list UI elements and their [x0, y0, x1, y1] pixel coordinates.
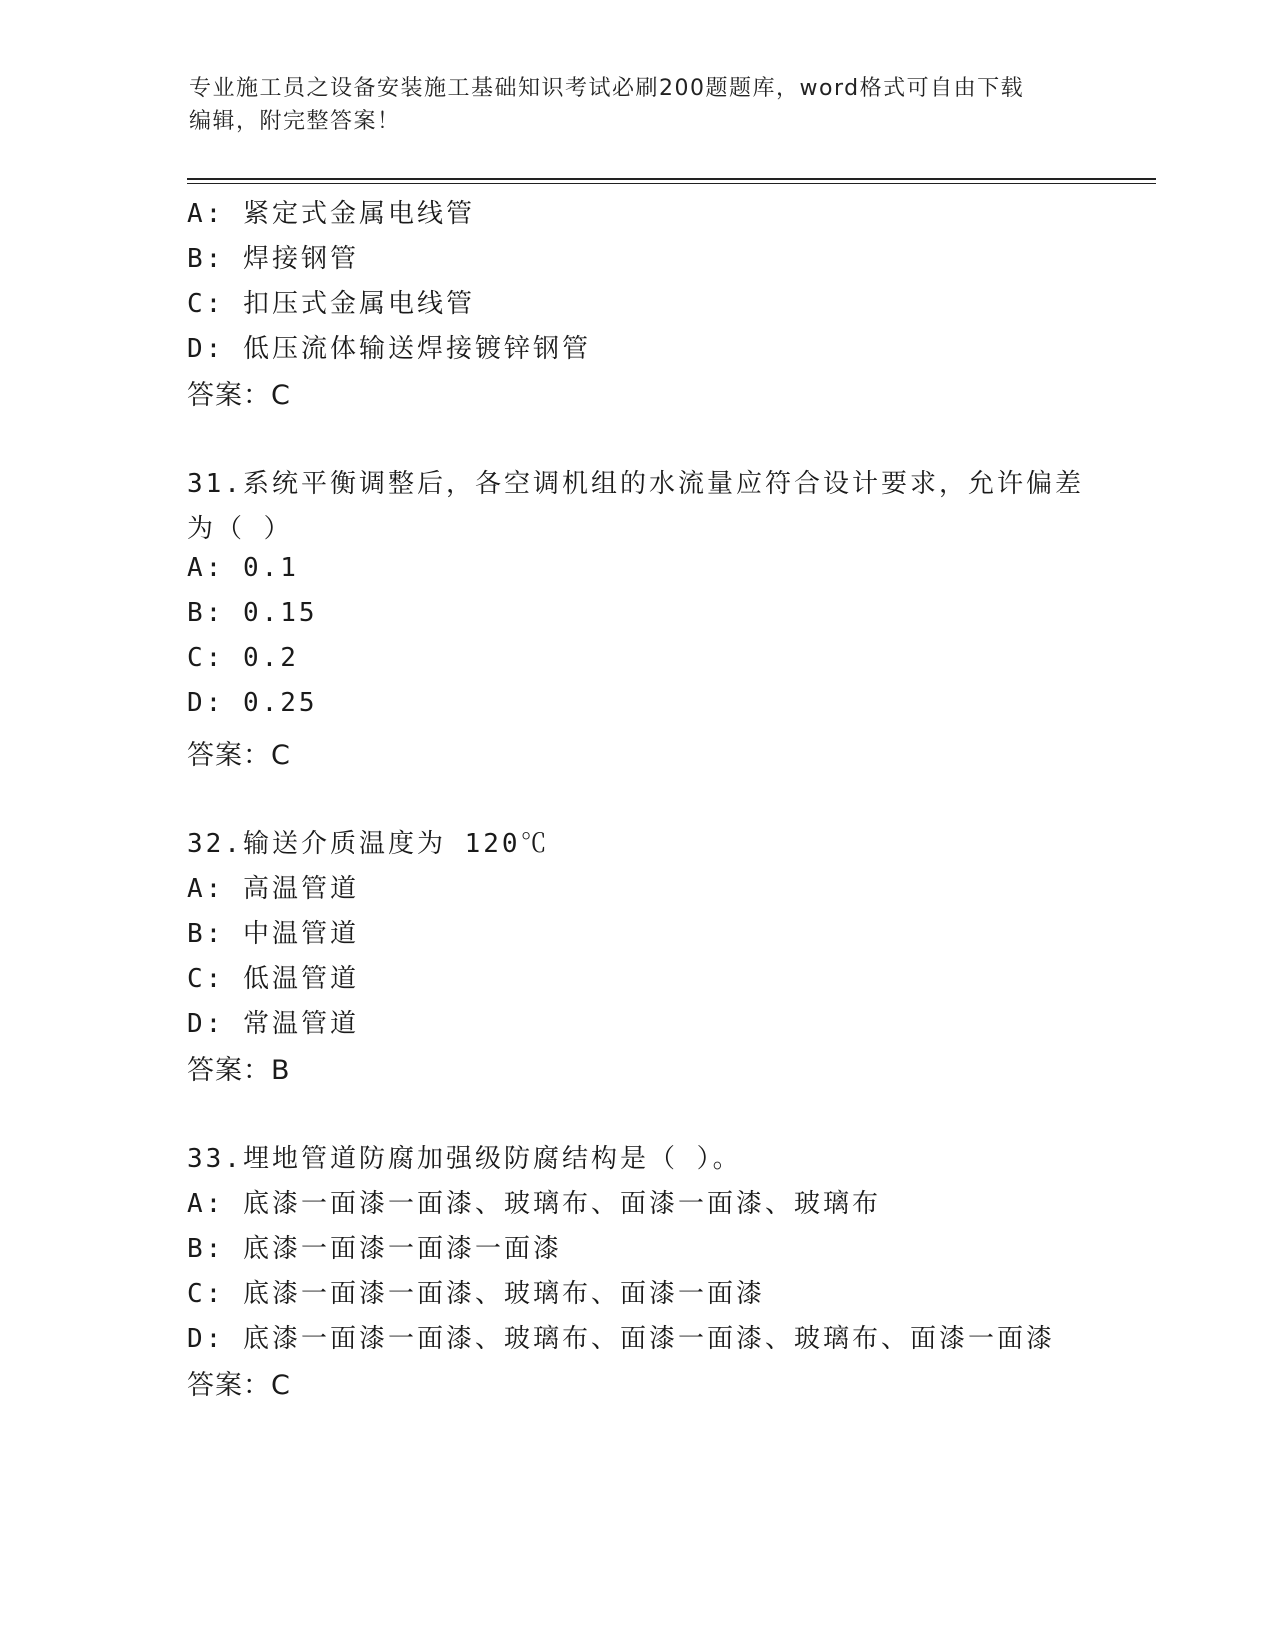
- prev-answer: 答案：C: [187, 380, 291, 411]
- prev-option-a: A: 紧定式金属电线管: [187, 199, 475, 229]
- q31-answer: 答案：C: [187, 740, 291, 771]
- q32-option-b: B: 中温管道: [187, 919, 359, 949]
- q33-option-d: D: 底漆一面漆一面漆、玻璃布、面漆一面漆、玻璃布、面漆一面漆: [187, 1324, 1055, 1354]
- q32-option-a: A: 高温管道: [187, 874, 359, 904]
- q31-option-d: D: 0.25: [187, 688, 318, 718]
- q33-option-c: C: 底漆一面漆一面漆、玻璃布、面漆一面漆: [187, 1279, 765, 1309]
- q33-stem: 33.埋地管道防腐加强级防腐结构是（ ）。: [187, 1144, 742, 1174]
- q33-answer: 答案：C: [187, 1370, 291, 1401]
- q31-stem-line-2: 为（ ）: [187, 514, 293, 544]
- q33-option-a: A: 底漆一面漆一面漆、玻璃布、面漆一面漆、玻璃布: [187, 1189, 881, 1219]
- header-line-2: 编辑，附完整答案！: [189, 109, 401, 134]
- q32-option-d: D: 常温管道: [187, 1009, 359, 1039]
- q33-option-b: B: 底漆一面漆一面漆一面漆: [187, 1234, 562, 1264]
- header-line-1: 专业施工员之设备安装施工基础知识考试必刷200题题库，word格式可自由下载: [189, 76, 1025, 101]
- q31-option-c: C: 0.2: [187, 643, 299, 673]
- q32-answer: 答案：B: [187, 1055, 291, 1086]
- q31-option-a: A: 0.1: [187, 553, 299, 583]
- header-divider-thick: [187, 178, 1156, 180]
- q31-option-b: B: 0.15: [187, 598, 318, 628]
- prev-option-c: C: 扣压式金属电线管: [187, 289, 475, 319]
- prev-option-b: B: 焊接钢管: [187, 244, 359, 274]
- q32-stem: 32.输送介质温度为 120℃: [187, 829, 550, 859]
- q31-stem-line-1: 31.系统平衡调整后，各空调机组的水流量应符合设计要求，允许偏差: [187, 469, 1084, 499]
- document-header: [189, 72, 1089, 138]
- q32-option-c: C: 低温管道: [187, 964, 359, 994]
- header-divider-thin: [187, 183, 1156, 184]
- prev-option-d: D: 低压流体输送焊接镀锌钢管: [187, 334, 591, 364]
